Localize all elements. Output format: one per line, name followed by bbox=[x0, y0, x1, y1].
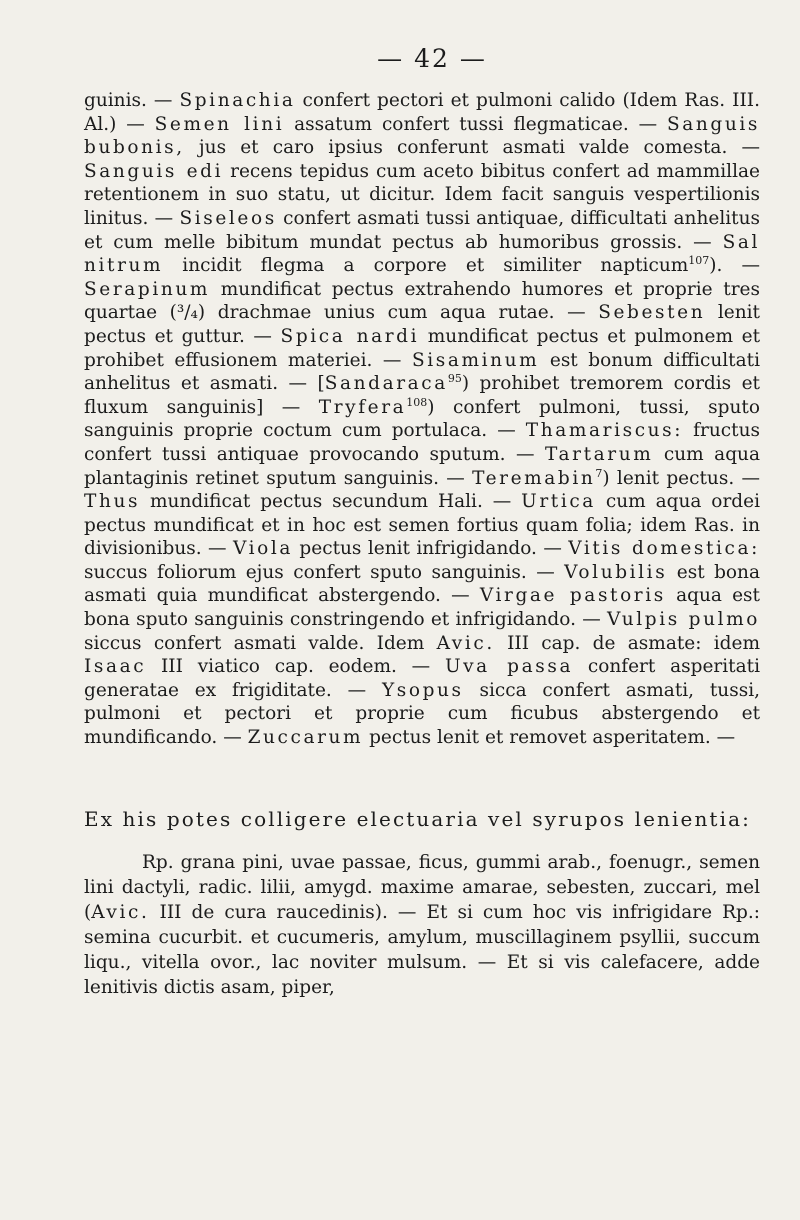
keyword-term: Tryfera bbox=[318, 396, 407, 418]
keyword-term: Spinachia bbox=[179, 90, 296, 111]
text-run: jus et caro ipsius conferunt asmati valde comesta. — bbox=[184, 137, 760, 159]
text-run: incidit flegma a corpore et similiter napticum bbox=[163, 255, 689, 277]
text-run: ) prohibet tremorem cordis et fluxum sanguinis] — bbox=[84, 373, 760, 418]
text-run: est bonum difficultati anhelitus et asmati. — [ bbox=[84, 349, 761, 395]
text-run: confert asperitati generatae ex frigiditate. — bbox=[84, 656, 760, 701]
text-run: III de cura raucedinis). — Et si cum hoc vis infrigidare Rp.: semina cucurbit. et cucumeris, amylum, muscillaginem psyllii, succum liqu., vitella ovor., lac noviter mulsum. — Et si vis calefacere, adde lenitivis dictis asam, piper, bbox=[84, 901, 760, 998]
text-run: ) lenit pectus. — bbox=[602, 467, 760, 489]
keyword-term: Sanguis bubonis, bbox=[84, 113, 760, 159]
keyword-term: Zuccarum bbox=[247, 727, 364, 749]
keyword-term: Urtica bbox=[521, 491, 596, 513]
keyword-term: Ysopus bbox=[381, 679, 464, 701]
page bbox=[84, 36, 760, 1000]
page-number: — 42 — bbox=[377, 44, 487, 73]
text-run: mundificat pectus secundum Hali. — bbox=[140, 491, 522, 513]
keyword-term: Teremabin bbox=[472, 467, 596, 489]
text-run: mundificat pectus extrahendo humores et proprie tres quartae (³/₄) drachmae unius cum aqua rutae. — bbox=[84, 278, 760, 324]
footnote-mark: 107 bbox=[688, 254, 710, 267]
footnote-mark: 108 bbox=[406, 395, 428, 409]
text-run: recens tepidus cum aceto bibitus confert ad mammillae retentionem in suo statu, ut dicitur. Idem facit sanguis vespertilionis linitus. — bbox=[84, 160, 760, 229]
keyword-term: Sebesten bbox=[598, 302, 706, 324]
keyword-term: Semen lini bbox=[154, 113, 285, 135]
keyword-term: Sal nitrum bbox=[84, 231, 760, 277]
main-text-block bbox=[84, 89, 760, 750]
keyword-term: Siseleos bbox=[179, 207, 277, 229]
keyword-term: Sanguis edi bbox=[84, 160, 224, 182]
text-run: fructus confert tussi antiquae provocando sputum. — bbox=[84, 420, 760, 465]
text-run: Ras. III. Al.) — bbox=[84, 90, 760, 135]
keyword-term: Uva passa bbox=[444, 656, 574, 678]
keyword-term: Thamariscus: bbox=[525, 420, 684, 442]
text-run: siccus confert asmati valde. Idem bbox=[84, 632, 437, 654]
keyword-term: Sisaminum bbox=[411, 349, 540, 371]
text-run: confert asmati tussi antiquae, difficultati anhelitus et cum melle bibitum mundat pectus ab humoribus grossis. — bbox=[84, 207, 760, 253]
keyword-term: Avic. bbox=[436, 632, 495, 654]
text-run: assatum confert tussi flegmaticae. — bbox=[284, 113, 667, 135]
section-gap bbox=[84, 750, 760, 806]
keyword-term: Virgae pastoris bbox=[479, 585, 666, 607]
text-run: pectus lenit et removet asperitatem. — bbox=[363, 727, 736, 749]
text-run: mundificat pectus et pulmonem et prohibet effusionem materiei. — bbox=[84, 325, 761, 371]
text-run: pectus lenit infrigidando. — bbox=[293, 538, 569, 560]
main-paragraph bbox=[84, 89, 760, 750]
keyword-term: Vulpis pulmo bbox=[606, 609, 760, 631]
text-run: confert pectori et pulmoni calido (Idem bbox=[295, 90, 685, 111]
keyword-term: Serapinum bbox=[84, 278, 211, 300]
keyword-term: Volubilis bbox=[564, 561, 668, 583]
text-run: succus foliorum ejus confert sputo sanguinis. — bbox=[84, 561, 565, 583]
keyword-term: Avic. bbox=[91, 901, 150, 923]
text-run: cum aqua plantaginis retinet sputum sanguinis. — bbox=[84, 443, 760, 489]
keyword-term: Viola bbox=[232, 538, 294, 560]
section-heading-block bbox=[84, 806, 760, 832]
text-run: ). — bbox=[709, 255, 760, 277]
text-run: lenit pectus et guttur. — bbox=[84, 302, 760, 347]
text-run: sicca confert asmati, tussi, pulmoni et pectori et proprie cum ficubus abstergendo et mundificando. — bbox=[84, 679, 761, 749]
text-run: guinis. — bbox=[84, 90, 180, 111]
keyword-term: Sandaraca bbox=[324, 373, 448, 395]
footnote-mark: 7 bbox=[595, 466, 603, 480]
text-run: aqua est bona sputo sanguinis constringendo et infrigidando. — bbox=[84, 585, 760, 631]
section-heading: Ex his potes colligere electuaria vel syrupos lenientia: bbox=[84, 806, 751, 831]
text-run: III cap. de asmate: idem bbox=[494, 632, 760, 654]
text-run: ) confert pulmoni, tussi, sputo sanguinis proprie coctum cum portulaca. — bbox=[84, 396, 760, 442]
recipe-paragraph bbox=[84, 850, 760, 1000]
text-run: Rp. grana pini, uvae passae, ficus, gummi arab., foenugr., semen lini dactyli, radic. lilii, amygd. maxime amarae, sebesten, zuccari, mel ( bbox=[84, 851, 760, 923]
text-run: est bona asmati quia mundificat abstergendo. — bbox=[84, 561, 760, 607]
keyword-term: Isaac bbox=[84, 656, 147, 678]
keyword-term: Tartarum bbox=[545, 443, 654, 465]
text-run: cum aqua ordei pectus mundificat et in hoc est semen fortius quam folia; idem Ras. in divisionibus. — bbox=[84, 491, 760, 560]
keyword-term: Vitis domestica: bbox=[568, 538, 760, 560]
recipe-text-block bbox=[84, 850, 760, 1000]
footnote-mark: 95 bbox=[447, 371, 462, 385]
text-run: III viatico cap. eodem. — bbox=[146, 656, 445, 678]
keyword-term: Thus bbox=[84, 491, 141, 513]
keyword-term: Spica nardi bbox=[280, 325, 420, 347]
